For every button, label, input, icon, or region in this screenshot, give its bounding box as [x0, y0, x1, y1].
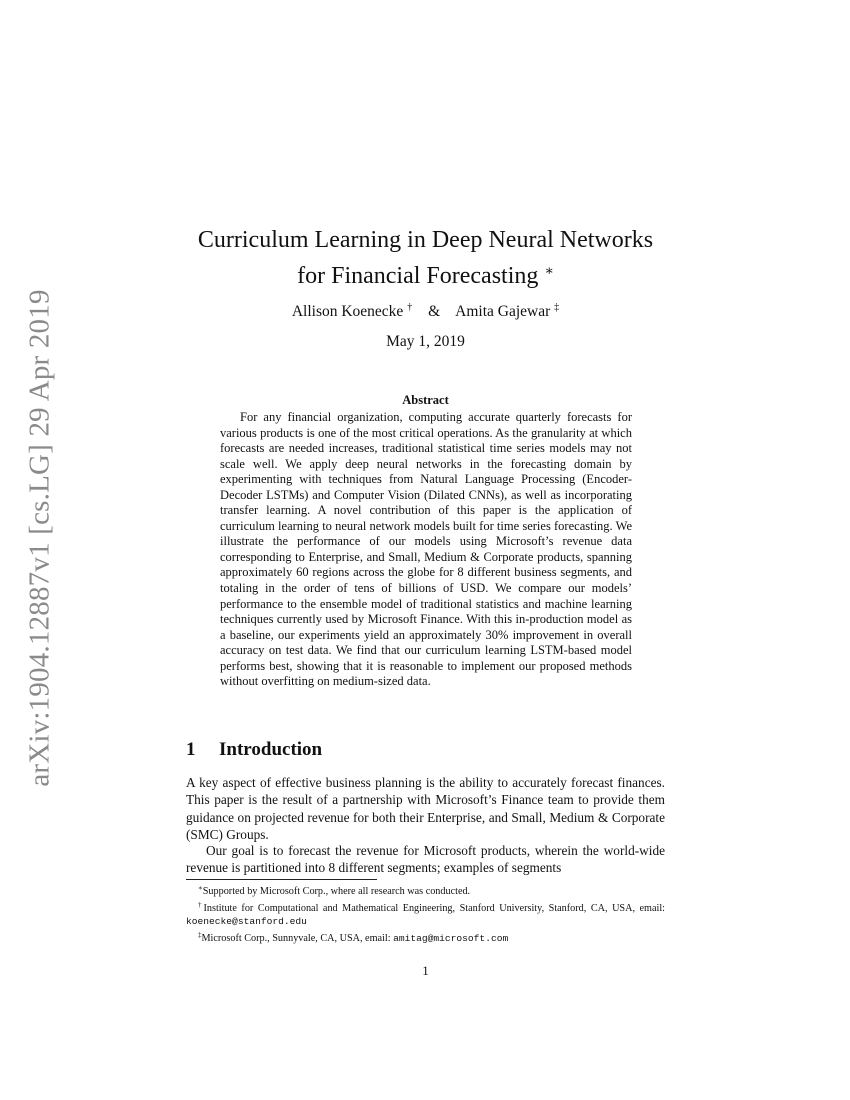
footnote-text: Institute for Computational and Mathematical Engineering, Stanford University, Stanford, CA, USA, email:	[203, 902, 665, 914]
page-number: 1	[422, 963, 429, 978]
email-address: amitag@microsoft.com	[393, 932, 509, 944]
abstract-text: For any financial organization, computing accurate quarterly forecasts for various products is one of the most critical operations. As the granularity at which forecasts are needed increases, traditional statistical time series models may not scale well. We apply deep neural networks in the forecasting domain by experimenting with techniques from Natural Language Processing (Encoder-Decoder LSTMs) and Computer Vision (Dilated CNNs), as well as incorporating transfer learning. A novel contribution of this paper is the application of curriculum learning to neural network models built for time series forecasting. We illustrate the performance of our models using Microsoft’s revenue data corresponding to Enterprise, and Small, Medium & Corporate products, spanning approximately 60 regions across the globe for 8 different business segments, and totaling in the order of tens of billions of USD. We compare our models’ performance to the ensemble model of traditional statistics and machine learning techniques currently used by Microsoft Finance. With this in-production model as a baseline, our experiments yield an approximately 30% improvement in overall accuracy on test data. We find that our curriculum learning LSTM-based model performs best, showing that it is reasonable to implement our proposed methods without overfitting on medium-sized data.	[220, 410, 632, 689]
author-footnote-mark: †	[407, 302, 413, 313]
title-footnote-mark: ∗	[544, 264, 554, 279]
footnotes	[186, 882, 665, 945]
title-line-2: for Financial Forecasting	[297, 263, 539, 289]
footnote-mark: †	[198, 900, 204, 909]
paper-date: May 1, 2019	[386, 333, 465, 350]
author-separator: &	[428, 303, 441, 320]
section-heading	[186, 739, 322, 761]
paper-title	[186, 225, 665, 292]
body-paragraph: A key aspect of effective business planning is the ability to accurately forecast finances. This paper is the result of a partnership with Microsoft’s Finance team to provide them guidance on projected revenue for both their Enterprise, and Small, Medium & Corporate (SMC) Groups.	[186, 775, 665, 843]
arxiv-identifier-stamp: arXiv:1904.12887v1 [cs.LG] 29 Apr 2019	[23, 289, 56, 787]
email-address: koenecke@stanford.edu	[186, 916, 307, 928]
author-name: Amita Gajewar	[455, 303, 551, 320]
section-number: 1	[186, 739, 196, 760]
title-line-1: Curriculum Learning in Deep Neural Networks	[197, 227, 654, 253]
footnote-text: Supported by Microsoft Corp., where all research was conducted.	[202, 886, 471, 897]
footnote-mark: ∗	[198, 884, 203, 892]
footnote	[186, 882, 665, 899]
footnote	[186, 929, 665, 946]
footnote-mark: ‡	[198, 930, 202, 939]
author-footnote-mark: ‡	[554, 302, 560, 313]
abstract-heading: Abstract	[402, 393, 449, 407]
footnote	[186, 899, 665, 929]
section-title: Introduction	[219, 739, 323, 760]
author-list	[186, 302, 665, 321]
footnote-rule	[186, 879, 377, 880]
body-paragraph: Our goal is to forecast the revenue for Microsoft products, wherein the world-wide revenue is partitioned into 8 different segments; examples of segments	[186, 843, 665, 876]
author-name: Allison Koenecke	[291, 303, 404, 320]
footnote-text: Microsoft Corp., Sunnyvale, CA, USA, email:	[201, 932, 394, 944]
